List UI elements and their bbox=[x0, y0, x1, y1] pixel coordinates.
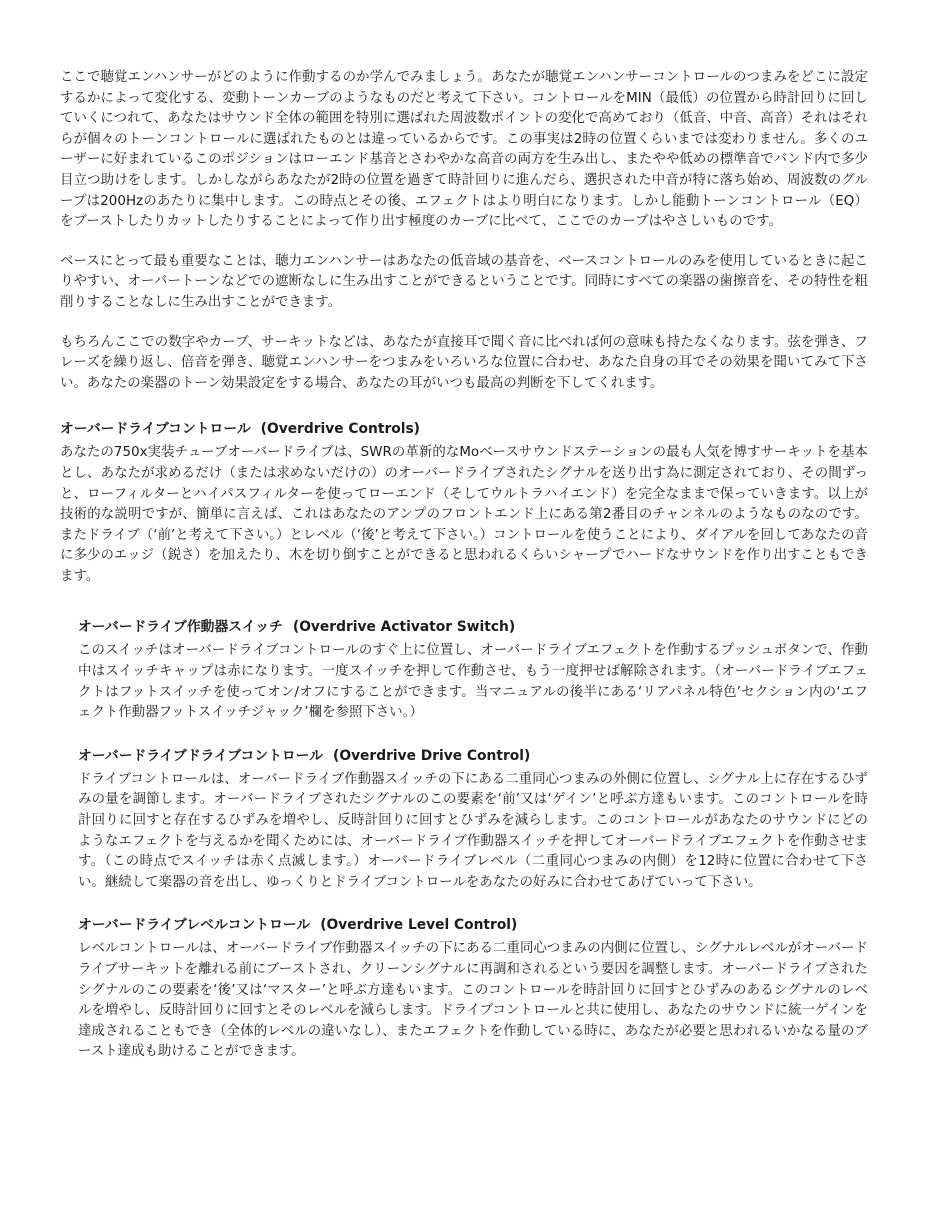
intro-paragraph-ears: もちろんここでの数字やカーブ、サーキットなどは、あなたが直接耳で聞く音に比べれば何の意味も持たなくなります。弦を弾き、フレーズを繰り返し、倍音を弾き、聴覚エンハンサーをつまみをいろいろな位置に合わせ、あなた自身の耳でその効果を聞いてみて下さい。あなたの楽器のトーン効果設定をする場合、あなたの耳がいつも最高の判断を下してくれます。 bbox=[60, 334, 868, 391]
intro-paragraph-bass: ベースにとって最も重要なことは、聴力エンハンサーはあなたの低音域の基音を、ベースコントロールのみを使用しているときに起こりやすい、オーバートーンなどでの遮断なしに生み出すことができるということです。同時にすべての楽器の歯擦音を、その特性を粗削りすることなしに生み出すことができます。 bbox=[60, 253, 868, 310]
heading-japanese: オーバードライブレベルコントロール bbox=[78, 917, 311, 934]
heading-japanese: オーバードライブドライブコントロール bbox=[78, 747, 324, 764]
section-body: あなたの750x実装チューブオーバードライブは、SWRの革新的なMoベースサウンドステーションの最も人気を博すサーキットを基本とし、あなたが求めるだけ（または求めないだけの）のオーバードライブされたシグナルを送り出す為に測定されており、その間ずっと、ローフィルターとハイパスフィルターを使ってローエンド（そしてウルトラハイエンド）を完全なままで保っていきます。以上が技術的な説明ですが、簡単に言えば、これはあなたのアンプのフロントエンド上にある第2番目のチャンネルのようなものなのです。またドライブ（‘前’と考えて下さい。）とレベル（‘後’と考えて下さい。）コントロールを使うことにより、ダイアルを回してあなたの音に多少のエッジ（鋭さ）を加えたり、木を切り倒すことができると思われるくらいシャープでハードなサウンドを作り出すこともできます。 bbox=[60, 445, 868, 584]
subsection-body: ドライブコントロールは、オーバードライブ作動器スイッチの下にある二重同心つまみの外側に位置し、シグナル上に存在するひずみの量を調節します。オーバードライブされたシグナルのこの要素を‘前’又は‘ゲイン’と呼ぶ方達もいます。このコントロールを時計回りに回すと存在するひずみを増やし、反時計回りに回すとひずみを減らします。このコントロールがあなたのサウンドにどのようなエフェクトを与えるかを聞くためには、オーバードライブ作動器スイッチを押してオーバードライブエフェクトを作動させます。（この時点でスイッチは赤く点滅します。）オーバードライブレベル（二重同心つまみの内側）を12時に位置に合わせて下さい。継続して楽器の音を出し、ゆっくりとドライブコントロールをあなたの好みに合わせてあげていって下さい。 bbox=[78, 771, 868, 890]
section-heading bbox=[60, 419, 868, 439]
heading-english: (Overdrive Level Control) bbox=[320, 917, 518, 934]
intro-paragraph-enhancer: ここで聴覚エンハンサーがどのように作動するのか学んでみましょう。あなたが聴覚エンハンサーコントロールのつまみをどこに設定するかによって変化する、変動トーンカーブのようなものだと考えて下さい。コントロールをMIN（最低）の位置から時計回りに回していくにつれて、あなたはサウンド全体の範囲を特別に選ばれた周波数ポイントの変化で高めており（低音、中音、高音）それはそれらが個々のトーンコントロールに選ばれたものとは違っているからです。この事実は2時の位置くらいまでは変わりません。多くのユーザーに好まれているこのポジションはローエンド基音とさわやかな高音の両方を生み出し、またやや低めの標準音でバンド内で多少目立つ助けをします。しかしながらあなたが2時の位置を過ぎて時計回りに進んだら、選択された中音が特に落ち始め、周波数のグループは200Hzのあたりに集中します。この時点とその後、エフェクトはより明白になります。しかし能動トーンコントロール（EQ）をブーストしたりカットしたりすることによって作り出す極度のカーブに比べて、ここでのカーブはやさしいものです。 bbox=[60, 70, 868, 230]
subsection-body: レベルコントロールは、オーバードライブ作動器スイッチの下にある二重同心つまみの内側に位置し、シグナルレベルがオーバードライブサーキットを離れる前にブーストされ、クリーンシグナルに再調和されるという要因を調整します。オーバードライブされたシグナルのこの要素を‘後’又は‘マスター’と呼ぶ方達もいます。このコントロールを時計回りに回すとひずみのあるシグナルのレベルを増やし、反時計回りに回すとそのレベルを減らします。ドライブコントロールと共に使用し、あなたのサウンドに統一ゲインを達成されることもでき（全体的レベルの違いなし）、またエフェクトを作動している時に、あなたが必要と思われるいかなる量のブースト達成も助けることができます。 bbox=[78, 941, 868, 1060]
heading-english: (Overdrive Activator Switch) bbox=[292, 619, 516, 636]
subsection-heading bbox=[78, 915, 868, 935]
subsection-body: このスイッチはオーバードライブコントロールのすぐ上に位置し、オーバードライブエフェクトを作動するプッシュボタンで、作動中はスイッチキャップは赤になります。一度スイッチを押して作動させ、もう一度押せば解除されます。（オーバードライブエフェクトはフットスイッチを使ってオン/オフにすることができます。当マニュアルの後半にある‘リアパネル特色’セクション内の‘エフェクト作動器フットスイッチジャック’欄を参照下さい。） bbox=[78, 643, 868, 721]
heading-english: (Overdrive Controls) bbox=[260, 421, 420, 438]
heading-japanese: オーバードライブ作動器スイッチ bbox=[78, 619, 283, 636]
overdrive-activator-switch-section bbox=[60, 617, 868, 723]
subsection-heading bbox=[78, 746, 868, 766]
heading-english: (Overdrive Drive Control) bbox=[333, 747, 531, 764]
heading-japanese: オーバードライブコントロール bbox=[60, 421, 251, 438]
overdrive-drive-control-section bbox=[60, 746, 868, 894]
overdrive-controls-section bbox=[60, 419, 868, 587]
subsection-heading bbox=[78, 617, 868, 637]
overdrive-level-control-section bbox=[60, 915, 868, 1063]
